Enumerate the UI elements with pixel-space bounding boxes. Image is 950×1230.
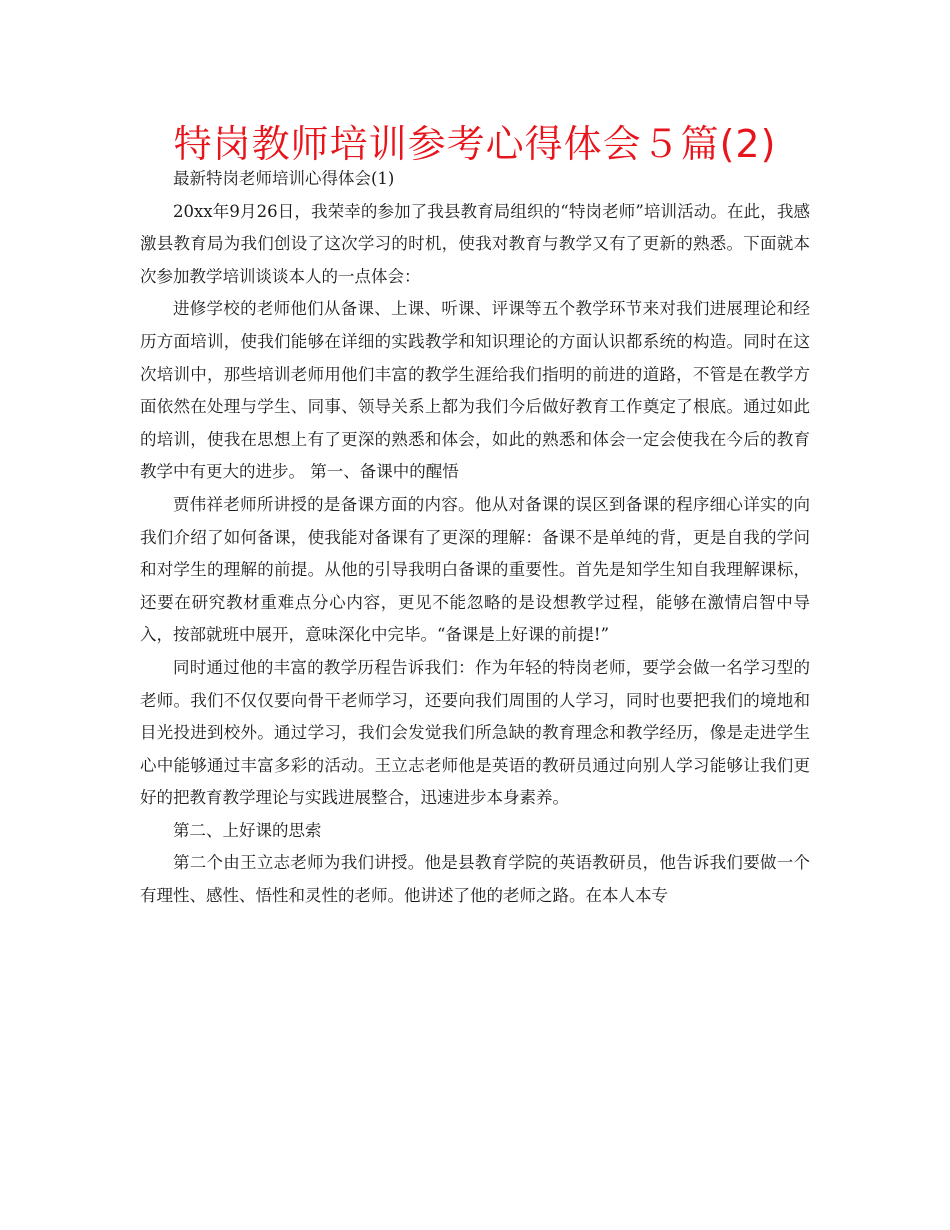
paragraph: 同时通过他的丰富的教学历程告诉我们：作为年轻的特岗老师，要学会做一名学习型的老师。我们不仅仅要向骨干老师学习，还要向我们周围的人学习，同时也要把我们的境地和目光投进到校外。通过学习，我们会发觉我们所急缺的教育理念和教学经历，像是走进学生心中能够通过丰富多彩的活动。王立志老师他是英语的教研员通过向别人学习能够让我们更好的把教育教学理论与实践进展整合，迅速进步本身素养。 <box>140 657 810 808</box>
document-title: 特岗教师培训参考心得体会５篇(2) <box>173 122 777 166</box>
section-heading: 第二、上好课的思索 <box>173 820 322 840</box>
paragraph: 20xx年9月26日，我荣幸的参加了我县教育局组织的“特岗老师”培训活动。在此，我感激县教育局为我们创设了这次学习的时机，使我对教育与教学又有了更新的熟悉。下面就本次参加教学培训谈谈本人的一点体会： <box>140 201 810 286</box>
paragraph: 第二个由王立志老师为我们讲授。他是县教育学院的英语教研员，他告诉我们要做一个有理性、感性、悟性和灵性的老师。他讲述了他的老师之路。在本人本专 <box>140 853 810 906</box>
paragraph-subtitle: 最新特岗老师培训心得体会(1) <box>173 169 395 188</box>
paragraph: 进修学校的老师他们从备课、上课、听课、评课等五个教学环节来对我们进展理论和经历方面培训，使我们能够在详细的实践教学和知识理论的方面认识都系统的构造。同时在这次培训中，那些培训老师用他们丰富的教学生涯给我们指明的前进的道路，不管是在教学方面依然在处理与学生、同事、领导关系上都为我们今后做好教育工作奠定了根底。通过如此的培训，使我在思想上有了更深的熟悉和体会，如此的熟悉和体会一定会使我在今后的教育教学中有更大的进步。 第一、备课中的醒悟 <box>140 299 810 482</box>
paragraph: 贾伟祥老师所讲授的是备课方面的内容。他从对备课的误区到备课的程序细心详实的向我们介绍了如何备课，使我能对备课有了更深的理解：备课不是单纯的背，更是自我的学问和对学生的理解的前提。从他的引导我明白备课的重要性。首先是知学生知自我理解课标，还要在研究教材重难点分心内容，更见不能忽略的是设想教学过程，能够在激情启智中导入，按部就班中展开，意味深化中完毕。“备课是上好课的前提!” <box>140 494 810 645</box>
document-body <box>140 163 810 913</box>
